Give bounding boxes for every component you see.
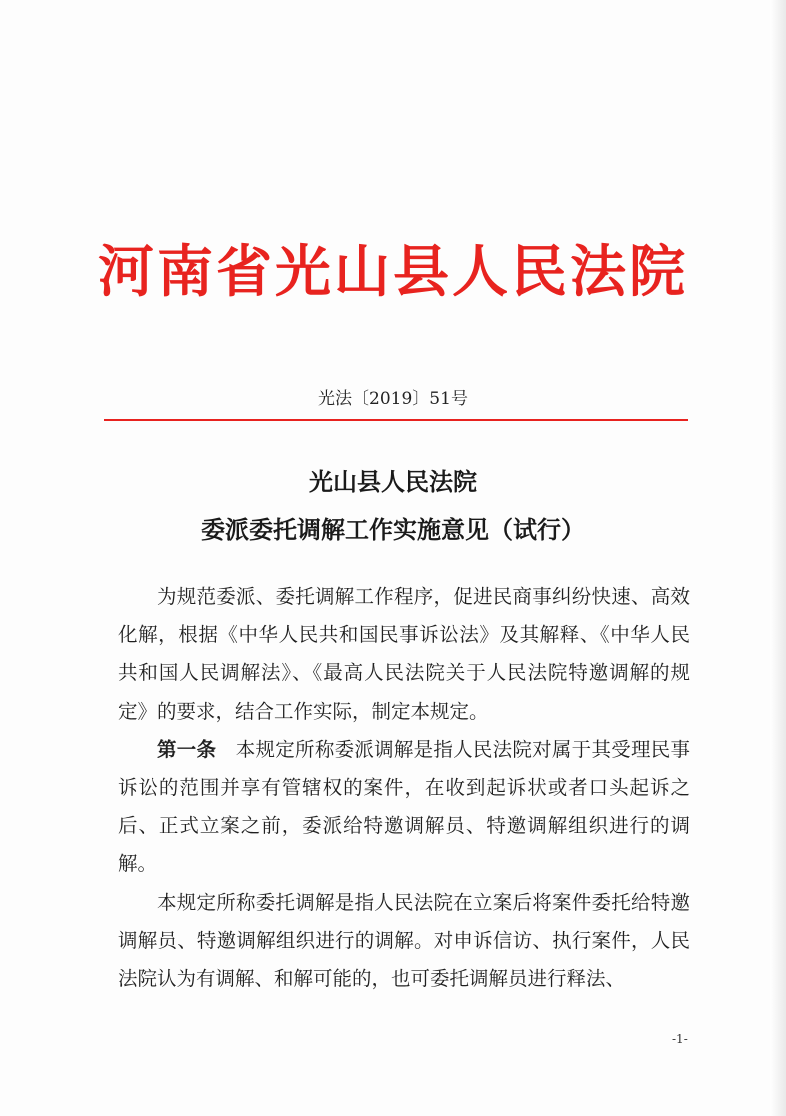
document-title-line1: 光山县人民法院 [309,467,477,496]
body-paragraph-article1 [118,731,690,884]
document-body [118,578,690,998]
article1-label: 第一条 [157,737,217,761]
body-paragraph-entrusted-mediation: 本规定所称委托调解是指人民法院在立案后将案件委托给特邀调解员、特邀调解组织进行的调解。对申诉信访、执行案件，人民法院认为有调解、和解可能的，也可委托调解员进行释法、 [118,890,690,991]
article1-text: 本规定所称委派调解是指人民法院对属于其受理民事诉讼的范围并享有管辖权的案件，在收到起诉状或者口头起诉之后、正式立案之前，委派给特邀调解员、特邀调解组织进行的调解。 [118,737,690,876]
header-red-divider [104,419,688,421]
document-number: 光法〔2019〕51号 [318,389,468,409]
body-paragraph-preamble: 为规范委派、委托调解工作程序，促进民商事纠纷快速、高效化解，根据《中华人民共和国民事诉讼法》及其解释、《中华人民共和国人民调解法》、《最高人民法院关于人民法院特邀调解的规定》的要求，结合工作实际，制定本规定。 [118,585,690,723]
page-number: -1- [672,1032,688,1046]
scan-edge [770,0,786,1116]
court-header-title: 河南省光山县人民法院 [98,239,688,305]
document-title-line2: 委派委托调解工作实施意见（试行） [201,515,585,544]
